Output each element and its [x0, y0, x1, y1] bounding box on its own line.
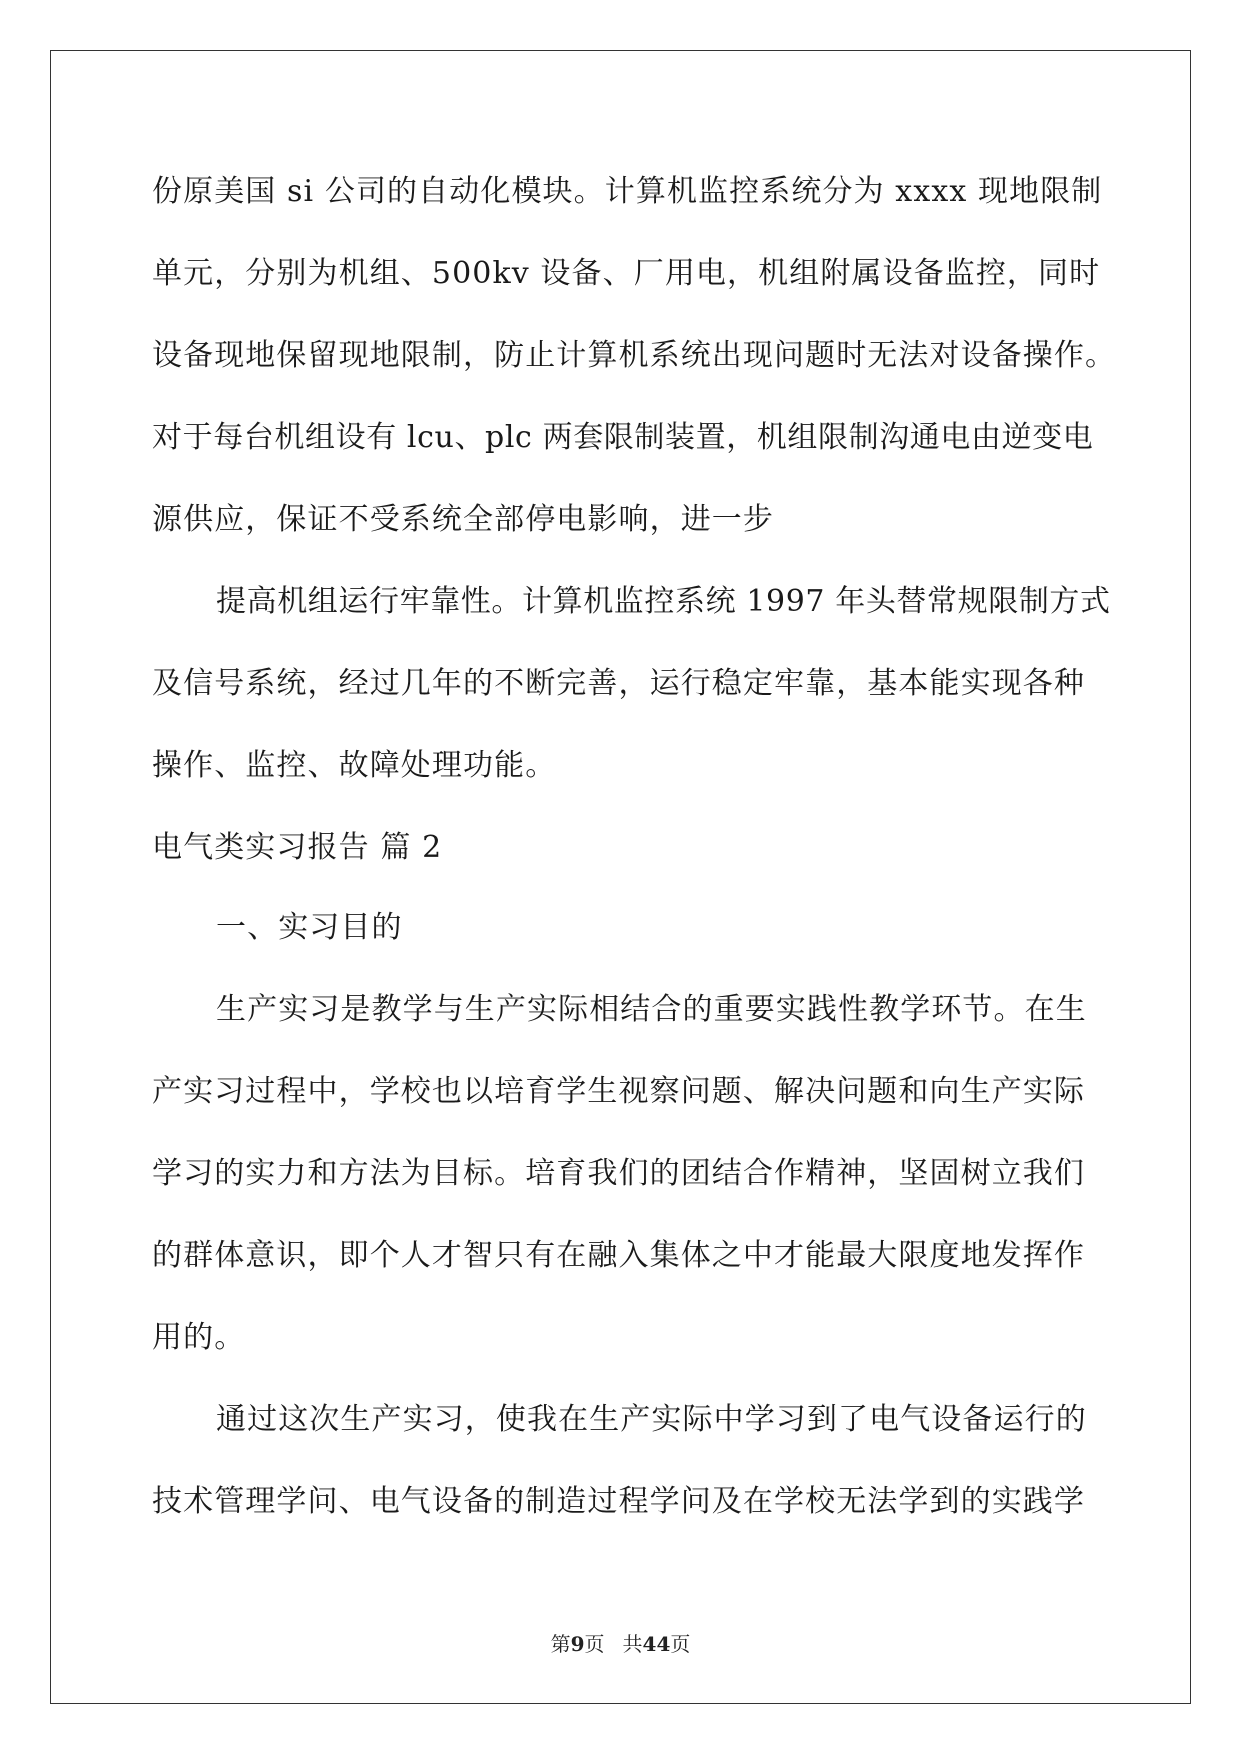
page-footer — [0, 1628, 1241, 1657]
paragraph-line: 通过这次生产实习，使我在生产实际中学习到了电气设备运行的 — [216, 1402, 1087, 1437]
paragraph-line: 提高机组运行牢靠性。计算机监控系统 1997 年头替常规限制方式 — [216, 584, 1111, 619]
paragraph-line: 生产实习是教学与生产实际相结合的重要实践性教学环节。在生 — [216, 992, 1087, 1027]
paragraph-line: 及信号系统，经过几年的不断完善，运行稳定牢靠，基本能实现各种 — [152, 666, 1085, 701]
paragraph-line: 份原美国 si 公司的自动化模块。计算机监控系统分为 xxxx 现地限制 — [152, 174, 1103, 209]
paragraph-line: 学习的实力和方法为目标。培育我们的团结合作精神，坚固树立我们 — [152, 1156, 1085, 1191]
footer-page-suffix: 页 — [584, 1632, 605, 1656]
paragraph-line: 源供应，保证不受系统全部停电影响，进一步 — [152, 502, 774, 537]
paragraph-line: 对于每台机组设有 lcu、plc 两套限制装置，机组限制沟通电由逆变电 — [152, 420, 1094, 455]
footer-total-prefix: 共 — [622, 1632, 643, 1656]
paragraph-line: 的群体意识，即个人才智只有在融入集体之中才能最大限度地发挥作 — [152, 1238, 1085, 1273]
section-heading: 电气类实习报告 篇 2 — [152, 830, 443, 865]
paragraph-line: 单元，分别为机组、500kv 设备、厂用电，机组附属设备监控，同时 — [152, 256, 1101, 291]
paragraph-line: 设备现地保留现地限制，防止计算机系统出现问题时无法对设备操作。 — [152, 338, 1117, 373]
footer-prefix: 第 — [550, 1632, 571, 1656]
subsection-heading: 一、实习目的 — [216, 910, 403, 945]
paragraph-line: 产实习过程中，学校也以培育学生视察问题、解决问题和向生产实际 — [152, 1074, 1085, 1109]
paragraph-line: 用的。 — [152, 1320, 246, 1355]
paragraph-line: 技术管理学问、电气设备的制造过程学问及在学校无法学到的实践学 — [152, 1484, 1085, 1519]
document-body — [152, 162, 1117, 1554]
footer-total-suffix: 页 — [670, 1632, 691, 1656]
page-number: 9 — [570, 1632, 585, 1656]
total-pages: 44 — [642, 1632, 671, 1656]
paragraph-line: 操作、监控、故障处理功能。 — [152, 748, 557, 783]
